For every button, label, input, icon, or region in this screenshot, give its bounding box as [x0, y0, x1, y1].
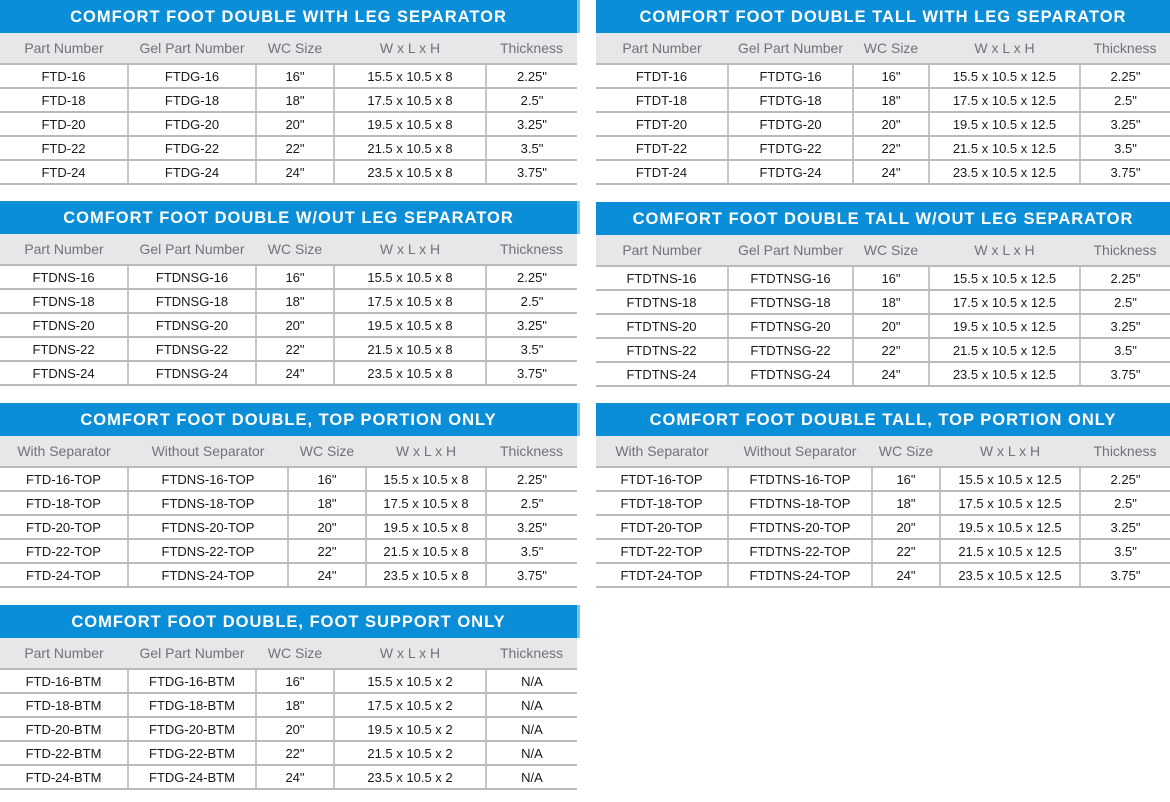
table-cell: 3.5": [1080, 338, 1170, 362]
table-row: [0, 693, 577, 717]
table-cell: 2.5": [1080, 290, 1170, 314]
table-cell: 15.5 x 10.5 x 12.5: [940, 467, 1080, 491]
table-block-ftdtns: [596, 202, 1170, 387]
table-cell: FTD-16-TOP: [0, 467, 128, 491]
column-header: Thickness: [486, 436, 577, 467]
table-cell: 19.5 x 10.5 x 8: [334, 112, 486, 136]
table-cell: 19.5 x 10.5 x 8: [366, 515, 486, 539]
table-block-ftdt: [596, 0, 1170, 185]
table-cell: FTDTNS-16-TOP: [728, 467, 872, 491]
table-cell: FTDNS-24-TOP: [128, 563, 288, 587]
table-cell: 24": [872, 563, 940, 587]
table-cell: 15.5 x 10.5 x 8: [366, 467, 486, 491]
table-cell: FTDT-24: [596, 160, 728, 184]
table-row: [0, 741, 577, 765]
table-cell: FTDTNSG-18: [728, 290, 853, 314]
table-cell: FTDTNS-16: [596, 266, 728, 290]
table-row: [0, 265, 577, 289]
table-title: COMFORT FOOT DOUBLE W/OUT LEG SEPARATOR: [0, 201, 577, 234]
table-cell: FTDG-18: [128, 88, 256, 112]
table-cell: FTDG-18-BTM: [128, 693, 256, 717]
column-header: Without Separator: [728, 436, 872, 467]
table-cell: 24": [256, 361, 334, 385]
column-header: WC Size: [256, 234, 334, 265]
table-cell: 2.5": [486, 491, 577, 515]
table-block-ftd: [0, 0, 577, 185]
table-cell: 20": [256, 313, 334, 337]
spec-table: [0, 638, 577, 790]
header-row: [0, 436, 577, 467]
table-cell: 23.5 x 10.5 x 12.5: [940, 563, 1080, 587]
table-cell: 2.5": [1080, 88, 1170, 112]
table-title: COMFORT FOOT DOUBLE WITH LEG SEPARATOR: [0, 0, 577, 33]
table-title: COMFORT FOOT DOUBLE, TOP PORTION ONLY: [0, 403, 577, 436]
table-block-ftd-top: [0, 403, 577, 588]
table-row: [0, 491, 577, 515]
table-cell: FTDTNSG-16: [728, 266, 853, 290]
table-cell: FTDG-22: [128, 136, 256, 160]
table-cell: 24": [853, 160, 929, 184]
table-cell: FTD-22-TOP: [0, 539, 128, 563]
table-row: [0, 539, 577, 563]
table-cell: FTDT-20: [596, 112, 728, 136]
table-cell: 20": [853, 314, 929, 338]
table-cell: FTDT-24-TOP: [596, 563, 728, 587]
table-cell: FTDT-22: [596, 136, 728, 160]
table-cell: FTDT-16-TOP: [596, 467, 728, 491]
table-cell: 23.5 x 10.5 x 8: [366, 563, 486, 587]
table-cell: 18": [256, 693, 334, 717]
table-cell: 3.5": [1080, 539, 1170, 563]
table-cell: FTDT-18-TOP: [596, 491, 728, 515]
table-row: [0, 88, 577, 112]
table-row: [596, 112, 1170, 136]
table-cell: FTDTNS-22: [596, 338, 728, 362]
table-cell: FTD-22: [0, 136, 128, 160]
table-cell: 19.5 x 10.5 x 2: [334, 717, 486, 741]
table-cell: FTDTNSG-20: [728, 314, 853, 338]
table-cell: 19.5 x 10.5 x 12.5: [940, 515, 1080, 539]
table-row: [0, 313, 577, 337]
table-cell: 16": [853, 64, 929, 88]
table-cell: 3.75": [486, 361, 577, 385]
table-cell: FTDT-20-TOP: [596, 515, 728, 539]
table-cell: 24": [256, 765, 334, 789]
column-header: WC Size: [256, 638, 334, 669]
column-header: Thickness: [1080, 235, 1170, 266]
table-cell: 21.5 x 10.5 x 8: [366, 539, 486, 563]
table-cell: FTDTG-20: [728, 112, 853, 136]
table-cell: 3.25": [1080, 314, 1170, 338]
table-cell: FTD-18-BTM: [0, 693, 128, 717]
table-cell: 3.75": [1080, 160, 1170, 184]
table-cell: N/A: [486, 765, 577, 789]
table-cell: 20": [872, 515, 940, 539]
table-cell: N/A: [486, 741, 577, 765]
table-cell: 17.5 x 10.5 x 12.5: [929, 290, 1080, 314]
table-cell: N/A: [486, 717, 577, 741]
table-cell: FTDNS-16-TOP: [128, 467, 288, 491]
column-header: WC Size: [256, 33, 334, 64]
column-header: Thickness: [1080, 33, 1170, 64]
table-cell: 23.5 x 10.5 x 8: [334, 160, 486, 184]
column-header: Part Number: [0, 234, 128, 265]
column-header: Gel Part Number: [728, 235, 853, 266]
table-block-ftdt-top: [596, 403, 1170, 588]
table-cell: 3.25": [1080, 515, 1170, 539]
table-cell: FTD-20: [0, 112, 128, 136]
spec-table: [596, 33, 1170, 185]
table-cell: 23.5 x 10.5 x 2: [334, 765, 486, 789]
table-row: [0, 289, 577, 313]
column-header: Part Number: [596, 235, 728, 266]
table-cell: 3.75": [1080, 563, 1170, 587]
table-cell: FTDNSG-24: [128, 361, 256, 385]
table-cell: 3.75": [486, 160, 577, 184]
table-cell: FTD-16-BTM: [0, 669, 128, 693]
table-cell: FTDTNS-18: [596, 290, 728, 314]
table-cell: 20": [853, 112, 929, 136]
table-cell: FTD-24-BTM: [0, 765, 128, 789]
table-cell: 21.5 x 10.5 x 8: [334, 337, 486, 361]
column-header: WC Size: [288, 436, 366, 467]
table-cell: 15.5 x 10.5 x 8: [334, 265, 486, 289]
table-cell: FTDTG-22: [728, 136, 853, 160]
table-cell: 3.25": [1080, 112, 1170, 136]
table-cell: FTDTNS-18-TOP: [728, 491, 872, 515]
header-row: [0, 234, 577, 265]
column-header: Part Number: [0, 638, 128, 669]
table-cell: 24": [288, 563, 366, 587]
column-header: WC Size: [853, 33, 929, 64]
column-header: Thickness: [486, 33, 577, 64]
table-cell: FTDG-16: [128, 64, 256, 88]
table-row: [596, 362, 1170, 386]
table-cell: 3.25": [486, 313, 577, 337]
table-cell: 22": [288, 539, 366, 563]
table-cell: 19.5 x 10.5 x 8: [334, 313, 486, 337]
table-block-ftd-btm: [0, 605, 577, 790]
table-cell: 3.5": [486, 337, 577, 361]
table-cell: 2.5": [1080, 491, 1170, 515]
table-row: [0, 112, 577, 136]
table-cell: 3.75": [486, 563, 577, 587]
table-cell: FTDNS-18: [0, 289, 128, 313]
table-cell: FTDNSG-20: [128, 313, 256, 337]
column-header: W x L x H: [940, 436, 1080, 467]
table-block-ftdns: [0, 201, 577, 386]
table-row: [596, 160, 1170, 184]
table-cell: FTDT-18: [596, 88, 728, 112]
table-cell: 21.5 x 10.5 x 12.5: [929, 338, 1080, 362]
table-cell: 19.5 x 10.5 x 12.5: [929, 314, 1080, 338]
column-header: Part Number: [0, 33, 128, 64]
table-title: COMFORT FOOT DOUBLE TALL W/OUT LEG SEPARATOR: [596, 202, 1170, 235]
table-cell: 24": [853, 362, 929, 386]
table-cell: 18": [853, 88, 929, 112]
table-cell: 20": [256, 112, 334, 136]
title-tab: [577, 403, 580, 436]
spec-table: [596, 235, 1170, 387]
column-header: W x L x H: [334, 33, 486, 64]
table-cell: 16": [256, 265, 334, 289]
table-cell: 3.5": [486, 539, 577, 563]
table-cell: FTDG-20-BTM: [128, 717, 256, 741]
column-header: Part Number: [596, 33, 728, 64]
table-cell: FTDTNS-22-TOP: [728, 539, 872, 563]
table-cell: FTD-24-TOP: [0, 563, 128, 587]
table-row: [596, 491, 1170, 515]
table-title: COMFORT FOOT DOUBLE, FOOT SUPPORT ONLY: [0, 605, 577, 638]
table-cell: FTDNS-18-TOP: [128, 491, 288, 515]
table-cell: 22": [256, 337, 334, 361]
table-cell: FTD-20-BTM: [0, 717, 128, 741]
table-cell: 2.25": [486, 64, 577, 88]
column-header: Without Separator: [128, 436, 288, 467]
table-cell: 22": [853, 338, 929, 362]
header-row: [596, 33, 1170, 64]
table-cell: FTDTNS-24: [596, 362, 728, 386]
table-row: [0, 717, 577, 741]
table-cell: 21.5 x 10.5 x 8: [334, 136, 486, 160]
table-cell: FTDNSG-22: [128, 337, 256, 361]
table-cell: 2.25": [1080, 266, 1170, 290]
table-row: [0, 361, 577, 385]
table-cell: 17.5 x 10.5 x 12.5: [929, 88, 1080, 112]
table-cell: FTDT-16: [596, 64, 728, 88]
table-cell: 20": [288, 515, 366, 539]
table-cell: FTDTNS-20: [596, 314, 728, 338]
table-cell: 21.5 x 10.5 x 2: [334, 741, 486, 765]
table-cell: 22": [256, 136, 334, 160]
table-cell: 17.5 x 10.5 x 8: [334, 289, 486, 313]
table-row: [0, 160, 577, 184]
table-cell: 17.5 x 10.5 x 8: [334, 88, 486, 112]
table-cell: 16": [256, 64, 334, 88]
table-cell: 2.25": [486, 467, 577, 491]
column-header: Gel Part Number: [128, 638, 256, 669]
table-cell: FTDTG-16: [728, 64, 853, 88]
table-cell: 24": [256, 160, 334, 184]
table-cell: 23.5 x 10.5 x 12.5: [929, 362, 1080, 386]
column-header: With Separator: [0, 436, 128, 467]
column-header: W x L x H: [929, 33, 1080, 64]
table-cell: 15.5 x 10.5 x 2: [334, 669, 486, 693]
table-cell: 15.5 x 10.5 x 12.5: [929, 64, 1080, 88]
table-cell: FTDNS-16: [0, 265, 128, 289]
spec-table: [0, 234, 577, 386]
table-cell: 3.5": [1080, 136, 1170, 160]
table-cell: 2.5": [486, 289, 577, 313]
column-header: Gel Part Number: [128, 33, 256, 64]
table-title: COMFORT FOOT DOUBLE TALL, TOP PORTION ONLY: [596, 403, 1170, 436]
table-cell: FTDTNSG-22: [728, 338, 853, 362]
table-cell: N/A: [486, 669, 577, 693]
table-cell: 3.75": [1080, 362, 1170, 386]
table-cell: FTDT-22-TOP: [596, 539, 728, 563]
column-header: With Separator: [596, 436, 728, 467]
table-cell: 2.25": [1080, 467, 1170, 491]
table-cell: N/A: [486, 693, 577, 717]
table-cell: 18": [872, 491, 940, 515]
column-header: WC Size: [872, 436, 940, 467]
table-cell: FTDNS-22-TOP: [128, 539, 288, 563]
table-cell: FTDG-16-BTM: [128, 669, 256, 693]
spec-table: [0, 436, 577, 588]
column-header: W x L x H: [334, 234, 486, 265]
table-cell: 21.5 x 10.5 x 12.5: [929, 136, 1080, 160]
table-row: [596, 88, 1170, 112]
table-cell: 23.5 x 10.5 x 8: [334, 361, 486, 385]
table-cell: 22": [256, 741, 334, 765]
table-row: [0, 467, 577, 491]
header-row: [596, 436, 1170, 467]
table-row: [0, 669, 577, 693]
column-header: Thickness: [486, 234, 577, 265]
table-row: [0, 765, 577, 789]
table-cell: FTDG-22-BTM: [128, 741, 256, 765]
table-title: COMFORT FOOT DOUBLE TALL WITH LEG SEPARATOR: [596, 0, 1170, 33]
table-cell: FTDNS-22: [0, 337, 128, 361]
table-row: [596, 290, 1170, 314]
table-row: [596, 467, 1170, 491]
column-header: Gel Part Number: [728, 33, 853, 64]
table-cell: FTDTNS-24-TOP: [728, 563, 872, 587]
table-cell: 2.25": [486, 265, 577, 289]
table-cell: 23.5 x 10.5 x 12.5: [929, 160, 1080, 184]
table-cell: FTDG-20: [128, 112, 256, 136]
table-row: [596, 64, 1170, 88]
table-cell: 18": [256, 88, 334, 112]
table-cell: 16": [256, 669, 334, 693]
table-cell: 19.5 x 10.5 x 12.5: [929, 112, 1080, 136]
table-cell: 15.5 x 10.5 x 8: [334, 64, 486, 88]
table-row: [0, 337, 577, 361]
table-row: [596, 266, 1170, 290]
table-cell: 17.5 x 10.5 x 2: [334, 693, 486, 717]
table-row: [596, 338, 1170, 362]
table-cell: FTD-24: [0, 160, 128, 184]
table-cell: FTD-18: [0, 88, 128, 112]
column-header: WC Size: [853, 235, 929, 266]
title-tab: [577, 201, 580, 234]
title-tab: [577, 0, 580, 33]
table-cell: FTDTG-24: [728, 160, 853, 184]
table-row: [596, 515, 1170, 539]
table-cell: FTD-16: [0, 64, 128, 88]
table-cell: FTDNS-24: [0, 361, 128, 385]
table-cell: FTDNS-20: [0, 313, 128, 337]
table-cell: 18": [288, 491, 366, 515]
table-row: [596, 563, 1170, 587]
table-row: [0, 64, 577, 88]
table-row: [0, 136, 577, 160]
table-row: [0, 563, 577, 587]
table-cell: 16": [853, 266, 929, 290]
table-cell: FTDNSG-18: [128, 289, 256, 313]
table-cell: 15.5 x 10.5 x 12.5: [929, 266, 1080, 290]
column-header: Thickness: [486, 638, 577, 669]
table-cell: 2.5": [486, 88, 577, 112]
table-cell: FTD-18-TOP: [0, 491, 128, 515]
column-header: Gel Part Number: [128, 234, 256, 265]
spec-table: [0, 33, 577, 185]
table-cell: 3.25": [486, 515, 577, 539]
table-cell: 16": [288, 467, 366, 491]
table-cell: 3.25": [486, 112, 577, 136]
table-cell: FTDG-24: [128, 160, 256, 184]
table-cell: FTDNS-20-TOP: [128, 515, 288, 539]
table-cell: FTDTG-18: [728, 88, 853, 112]
table-cell: FTD-22-BTM: [0, 741, 128, 765]
table-row: [0, 515, 577, 539]
table-cell: 17.5 x 10.5 x 12.5: [940, 491, 1080, 515]
table-cell: 22": [853, 136, 929, 160]
table-row: [596, 314, 1170, 338]
column-header: W x L x H: [929, 235, 1080, 266]
column-header: W x L x H: [366, 436, 486, 467]
header-row: [0, 638, 577, 669]
column-header: W x L x H: [334, 638, 486, 669]
table-cell: 3.5": [486, 136, 577, 160]
title-tab: [577, 605, 580, 638]
table-cell: 20": [256, 717, 334, 741]
table-cell: FTDTNSG-24: [728, 362, 853, 386]
table-cell: 17.5 x 10.5 x 8: [366, 491, 486, 515]
table-cell: FTDTNS-20-TOP: [728, 515, 872, 539]
table-row: [596, 136, 1170, 160]
table-cell: 16": [872, 467, 940, 491]
table-cell: 21.5 x 10.5 x 12.5: [940, 539, 1080, 563]
table-cell: FTDG-24-BTM: [128, 765, 256, 789]
column-header: Thickness: [1080, 436, 1170, 467]
header-row: [596, 235, 1170, 266]
table-cell: 2.25": [1080, 64, 1170, 88]
table-cell: FTD-20-TOP: [0, 515, 128, 539]
table-cell: 18": [853, 290, 929, 314]
table-row: [596, 539, 1170, 563]
spec-table: [596, 436, 1170, 588]
table-cell: 18": [256, 289, 334, 313]
table-cell: 22": [872, 539, 940, 563]
header-row: [0, 33, 577, 64]
table-cell: FTDNSG-16: [128, 265, 256, 289]
